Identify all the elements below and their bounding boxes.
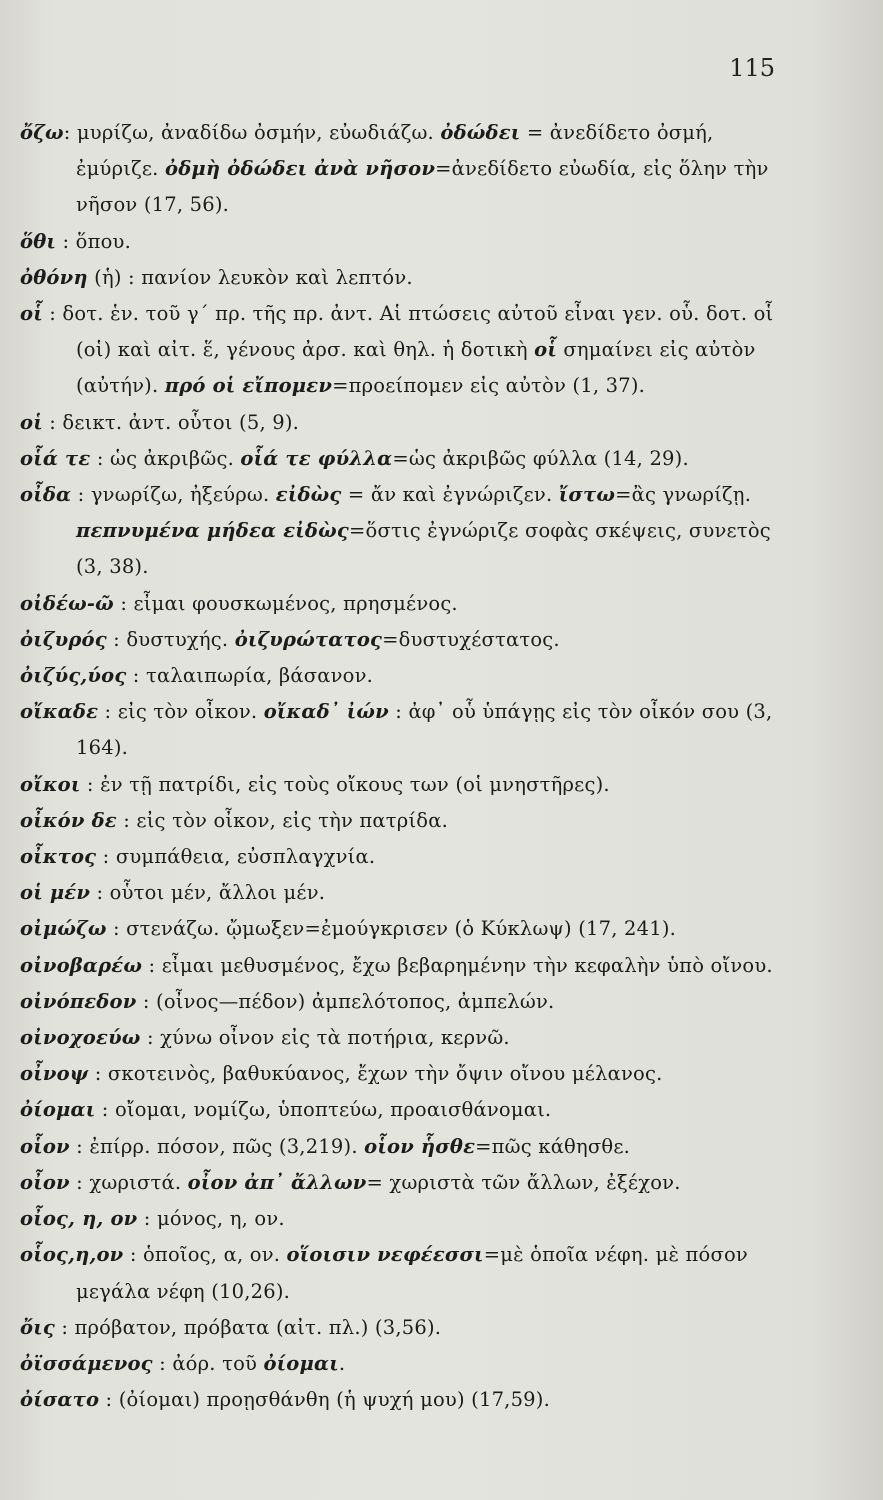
dictionary-entry [20, 1310, 790, 1346]
headword: οἶνοψ [20, 1062, 89, 1086]
headword: οἷον [20, 1134, 70, 1158]
dictionary-entry [20, 441, 790, 477]
dictionary-entry [20, 1020, 790, 1056]
dictionary-entry [20, 296, 790, 405]
dictionary-entry [20, 1129, 790, 1165]
dictionary-entry [20, 260, 790, 296]
definition-text: : χωριστά. [69, 1170, 188, 1194]
definition-text: : γνωρίζω, ἠξεύρω. [71, 483, 276, 507]
dictionary-entry [20, 1092, 790, 1128]
headword: ὀιζύς,ύος [20, 664, 127, 688]
definition-text: =ἀνεδίδετο εὐωδία, εἰς ὅλην τὴν νῆσον (17, 56). [76, 157, 769, 217]
headword: οἶκτος [20, 845, 97, 869]
dictionary-entry [20, 1165, 790, 1201]
headword: ὀθόνη [20, 265, 88, 289]
definition-text: : ἀφ᾽ οὗ ὑπάγῃς εἰς τὸν οἶκόν σου (3, 164). [76, 700, 773, 760]
dictionary-entry [20, 839, 790, 875]
headword: οἷος,η,ον [20, 1243, 124, 1267]
definition-text: : ὁποῖος, α, ον. [123, 1243, 287, 1267]
dictionary-entry [20, 911, 790, 947]
quoted-phrase: οἷά τε φύλλα [240, 446, 393, 470]
definition-text: : ἀόρ. τοῦ [152, 1351, 264, 1375]
quoted-phrase: οἴκαδ᾽ ἰών [263, 700, 389, 724]
definition-text: . [338, 1351, 346, 1375]
dictionary-entry [20, 1346, 790, 1382]
dictionary-entry [20, 586, 790, 622]
definition-text: : ταλαιπωρία, βάσανον. [126, 664, 374, 688]
definition-text: : ἐν τῇ πατρίδι, εἰς τοὺς οἴκους των (οἱ μνηστῆρες). [80, 772, 610, 796]
headword: οἰδέω-ῶ [20, 591, 114, 615]
dictionary-entry [20, 948, 790, 984]
definition-text: : μυρίζω, ἀναδίδω ὀσμήν, εὐωδιάζω. [63, 121, 441, 144]
dictionary-entry [20, 405, 790, 441]
definition-text: : στενάζω. ᾤμωξεν=ἐμούγκρισεν (ὁ Κύκλωψ) (17, 241). [106, 917, 677, 941]
definition-text: : σκοτεινὸς, βαθυκύανος, ἔχων τὴν ὄψιν οἴνου μέλανος. [88, 1062, 663, 1086]
headword: ὀίομαι [20, 1098, 96, 1122]
definition-text: : οἴομαι, νομίζω, ὑποπτεύω, προαισθάνομαι. [95, 1098, 552, 1122]
quoted-phrase: πεπνυμένα μήδεα εἰδὼς [76, 519, 349, 543]
dictionary-entries [20, 115, 790, 1418]
definition-text: : ἐπίρρ. πόσον, πῶς (3,219). [69, 1134, 365, 1158]
definition-text: = ἀνεδίδετο ὀσμή, ἐμύριζε. [76, 121, 714, 181]
definition-text: = ἄν καὶ ἐγνώριζεν. [341, 483, 559, 507]
dictionary-entry [20, 875, 790, 911]
definition-text: : χύνω οἶνον εἰς τὰ ποτήρια, κερνῶ. [140, 1026, 510, 1050]
headword: οἷ [20, 302, 43, 326]
definition-text: : ὡς ἀκριβῶς. [90, 446, 241, 470]
dictionary-entry [20, 803, 790, 839]
definition-text: : εἰς τὸν οἶκον. [98, 700, 264, 724]
definition-text: : μόνος, η, ον. [137, 1207, 285, 1231]
headword: οἰνοχοεύω [20, 1026, 141, 1050]
headword: οἶον [20, 1170, 70, 1194]
headword: οἰνοβαρέω [20, 953, 143, 977]
definition-text: : δυστυχής. [106, 627, 235, 651]
headword: οἶδα [20, 483, 72, 507]
dictionary-entry [20, 1382, 790, 1418]
dictionary-entry [20, 1201, 790, 1237]
headword: ὄζω [20, 121, 64, 144]
headword: οἶος, η, ον [20, 1207, 138, 1231]
headword: οἴκοι [20, 772, 81, 796]
dictionary-entry [20, 984, 790, 1020]
headword: οἰνόπεδον [20, 989, 137, 1013]
quoted-phrase: πρό οἱ εἴπομεν [164, 374, 333, 398]
definition-text: : οὗτοι μέν, ἄλλοι μέν. [90, 881, 326, 905]
quoted-phrase: εἰδὼς [275, 483, 342, 507]
page-number: 115 [729, 54, 775, 82]
headword: ὀϊσσάμενος [20, 1351, 153, 1375]
definition-text: : εἶμαι μεθυσμένος, ἔχω βεβαρημένην τὴν κεφαλὴν ὑπὸ οἴνου. [142, 953, 773, 977]
definition-text: =δυστυχέστατος. [382, 627, 560, 651]
definition-text: : δοτ. ἑν. τοῦ γ΄ πρ. τῆς πρ. ἀντ. Αἱ πτώσεις αὐτοῦ εἶναι γεν. οὗ. δοτ. οἷ (οἱ) καὶ αἰτ. ἕ, γένους ἀρσ. καὶ θηλ. ἡ δοτικὴ [42, 302, 774, 362]
definition-text: : πρόβατον, πρόβατα (αἰτ. πλ.) (3,56). [54, 1315, 442, 1339]
headword: ὀιζυρός [20, 627, 107, 651]
definition-text: =ὡς ἀκριβῶς φύλλα (14, 29). [392, 446, 689, 470]
definition-text: = χωριστὰ τῶν ἄλλων, ἐξέχον. [366, 1170, 681, 1194]
quoted-phrase: ὀδώδει [440, 121, 521, 144]
quoted-phrase: ἴστω [558, 483, 616, 507]
headword: οἱ μέν [20, 881, 91, 905]
headword: οἱ [20, 410, 43, 434]
headword: οἴκαδε [20, 700, 99, 724]
dictionary-entry [20, 1237, 790, 1309]
dictionary-entry [20, 622, 790, 658]
definition-text: : εἰς τὸν οἶκον, εἰς τὴν πατρίδα. [116, 808, 449, 832]
headword: οἶκόν δε [20, 808, 117, 832]
dictionary-entry [20, 658, 790, 694]
dictionary-entry [20, 477, 790, 586]
definition-text: : συμπάθεια, εὐσπλαγχνία. [96, 845, 376, 869]
quoted-phrase: ὀιζυρώτατος [234, 627, 383, 651]
definition-text: : εἶμαι φουσκωμένος, πρησμένος. [113, 591, 458, 615]
dictionary-entry [20, 767, 790, 803]
definition-text: : δεικτ. ἀντ. οὗτοι (5, 9). [42, 410, 300, 434]
dictionary-entry [20, 694, 790, 766]
dictionary-entry [20, 224, 790, 260]
definition-text: =πῶς κάθησθε. [475, 1134, 631, 1158]
definition-text: =ὅστις ἐγνώριζε σοφὰς σκέψεις, συνετὸς (3, 38). [76, 519, 771, 579]
definition-text: (ἡ) : πανίον λευκὸν καὶ λεπτόν. [87, 265, 413, 289]
dictionary-entry [20, 1056, 790, 1092]
definition-text: =προείπομεν εἰς αὐτὸν (1, 37). [332, 374, 646, 398]
quoted-phrase: ὀδμὴ ὀδώδει ἀνὰ νῆσον [164, 157, 436, 181]
definition-text: : ὅπου. [56, 229, 131, 253]
quoted-phrase: οἷ [534, 338, 558, 362]
headword: οἰμώζω [20, 917, 107, 941]
definition-text: : (οἶνος—πέδον) ἀμπελότοπος, ἀμπελών. [136, 989, 555, 1013]
headword: ὅθι [20, 229, 57, 253]
definition-text: σημαίνει εἰς αὐτὸν (αὐτήν). [76, 338, 756, 398]
quoted-phrase: ὀίομαι [263, 1351, 339, 1375]
definition-text: : (ὀίομαι) προῃσθάνθη (ἡ ψυχή μου) (17,59). [99, 1388, 550, 1412]
headword: ὄις [20, 1315, 55, 1339]
quoted-phrase: οἶον ἀπ᾽ ἄλλων [187, 1170, 367, 1194]
definition-text: =μὲ ὁποῖα νέφη. μὲ πόσον μεγάλα νέφη (10,26). [76, 1243, 748, 1303]
quoted-phrase: οἵοισιν νεφέεσσι [286, 1243, 484, 1267]
headword: οἷά τε [20, 446, 91, 470]
definition-text: =ἂς γνωρίζῃ. [615, 483, 752, 507]
quoted-phrase: οἷον ἧσθε [364, 1134, 476, 1158]
dictionary-entry [20, 115, 790, 224]
headword: ὀίσατο [20, 1388, 100, 1412]
